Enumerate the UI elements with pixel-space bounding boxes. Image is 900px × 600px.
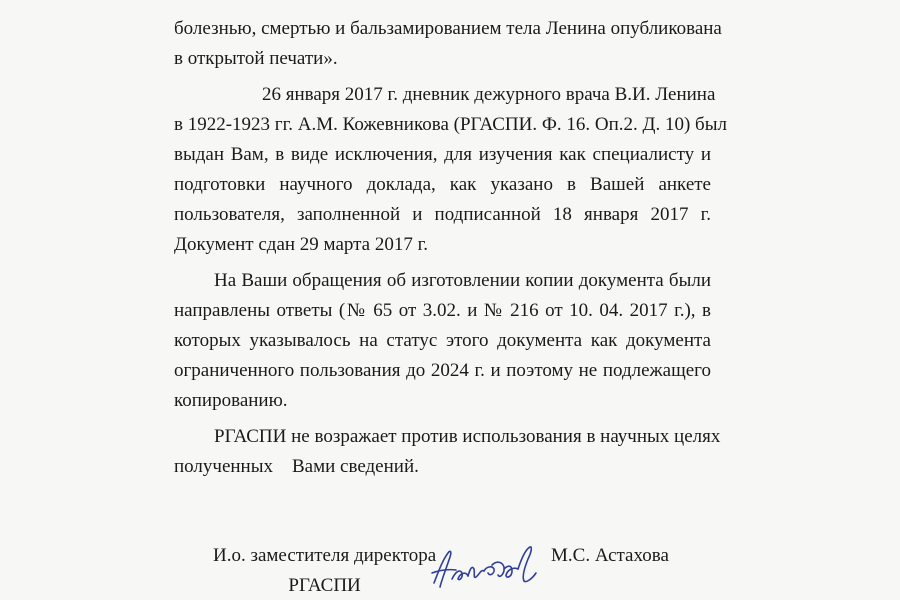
paragraph-1 bbox=[174, 14, 722, 74]
text-line: 26 января 2017 г. дневник дежурного врача В.И. Ленина bbox=[262, 84, 716, 105]
text-line: На Ваши обращения об изготовлении копии документа были bbox=[214, 270, 711, 291]
text-line: подготовки научного доклада, как указано в Вашей анкете bbox=[174, 174, 711, 195]
text-line: РГАСПИ не возражает против использования в научных целях bbox=[214, 426, 721, 447]
signatory-name: М.С. Астахова bbox=[551, 545, 669, 566]
text-line: которых указывалось на статус этого документа как документа bbox=[174, 330, 711, 351]
paragraph-2 bbox=[174, 80, 727, 260]
signatory-position: И.о. заместителя директора bbox=[213, 545, 437, 566]
paragraph-4 bbox=[174, 422, 721, 482]
text-line: пользователя, заполненной и подписанной 18 января 2017 г. bbox=[174, 204, 711, 225]
text-line: копированию. bbox=[174, 390, 288, 411]
signatory-title bbox=[213, 541, 436, 600]
signature-block bbox=[0, 541, 900, 600]
text-line: направлены ответы (№ 65 от 3.02. и № 216 от 10. 04. 2017 г.), в bbox=[174, 300, 711, 321]
signatory-organization: РГАСПИ bbox=[288, 575, 361, 596]
text-line: в 1922-1923 гг. А.М. Кожевникова (РГАСПИ. Ф. 16. Оп.2. Д. 10) был bbox=[174, 114, 727, 135]
letter-body bbox=[174, 14, 727, 482]
text-line: ограниченного пользования до 2024 г. и поэтому не подлежащего bbox=[174, 360, 711, 381]
paragraph-3 bbox=[174, 266, 711, 416]
text-line: полученных Вами сведений. bbox=[174, 456, 419, 477]
handwritten-signature bbox=[426, 543, 542, 593]
text-line: выдан Вам, в виде исключения, для изучения как специалисту и bbox=[174, 144, 711, 165]
text-line: в открытой печати». bbox=[174, 48, 338, 69]
text-line: Документ сдан 29 марта 2017 г. bbox=[174, 234, 428, 255]
text-line: болезнью, смертью и бальзамированием тела Ленина опубликована bbox=[174, 18, 722, 39]
